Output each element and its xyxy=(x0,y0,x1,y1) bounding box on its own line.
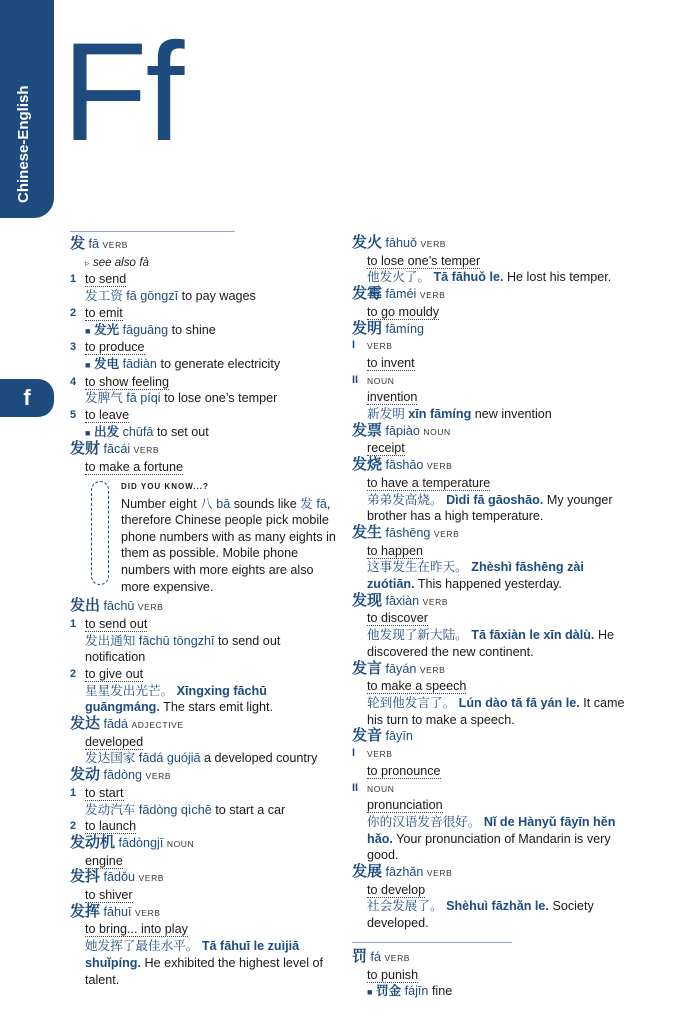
example-translation: to send out notification xyxy=(85,633,281,665)
part-of-speech: VERB xyxy=(133,445,160,456)
example-chinese: 发达国家 xyxy=(85,751,136,766)
part-of-speech: ADJECTIVE xyxy=(131,720,184,731)
headword: 发烧 xyxy=(352,456,383,474)
compound-chinese: 罚金 xyxy=(375,984,402,999)
pinyin: fāméi xyxy=(385,287,417,302)
compound-translation: to shine xyxy=(171,322,216,337)
translation: to develop xyxy=(367,882,426,897)
part-of-speech: VERB xyxy=(426,461,453,472)
translation: developed xyxy=(85,734,144,749)
compound-translation: to generate electricity xyxy=(160,356,281,371)
compound-pinyin: chūfā xyxy=(122,424,154,439)
translation: to produce xyxy=(85,340,145,355)
sense-number: 2 xyxy=(70,306,77,319)
entry-fada xyxy=(70,716,338,767)
translation: to invent xyxy=(367,355,415,370)
example-translation: He discovered the new continent. xyxy=(367,628,615,659)
part-of-speech: VERB xyxy=(426,868,453,879)
headword: 发达 xyxy=(70,715,101,733)
entry-faxian xyxy=(352,593,627,661)
part-of-speech: VERB xyxy=(367,341,393,352)
column-rule xyxy=(70,231,235,232)
entry-fahui xyxy=(70,904,338,989)
pinyin: fāxiàn xyxy=(385,593,420,608)
pinyin: fāmíng xyxy=(385,321,425,336)
entry-fadong xyxy=(70,767,338,835)
sense-number: 1 xyxy=(70,786,77,799)
pinyin: fāhuī xyxy=(103,904,132,919)
cross-ref: see also xyxy=(93,256,136,269)
square-bullet-icon: ■ xyxy=(85,427,91,438)
pinyin: fāyán xyxy=(385,661,417,676)
headword: 发音 xyxy=(352,727,383,745)
example-translation: to pay wages xyxy=(181,289,256,304)
example-translation: Your pronunciation of Mandarin is very good. xyxy=(367,831,611,863)
example-chinese: 他发火了。 xyxy=(367,270,430,285)
part-of-speech: VERB xyxy=(145,771,172,782)
compound-translation: fine xyxy=(431,984,453,999)
headword: 发出 xyxy=(70,597,101,615)
roman-numeral: I xyxy=(352,339,356,352)
example-pinyin: fādá guójiā xyxy=(138,751,201,766)
translation: to bring... into play xyxy=(85,922,188,937)
part-of-speech: VERB xyxy=(138,873,165,884)
example-translation: It came his turn to make a speech. xyxy=(367,695,625,727)
part-of-speech: VERB xyxy=(135,907,161,918)
compound-chinese: 出发 xyxy=(93,424,120,439)
part-of-speech: VERB xyxy=(433,528,460,539)
example-pinyin: xīn fāmíng xyxy=(408,407,472,422)
compound-pinyin: fāguāng xyxy=(122,322,169,337)
headword: 发生 xyxy=(352,523,383,541)
entry-fadongji xyxy=(70,835,338,869)
entry-facai xyxy=(70,441,338,475)
translation: to go mouldy xyxy=(367,304,440,319)
part-of-speech: NOUN xyxy=(423,426,451,437)
example-chinese: 发动汽车 xyxy=(85,802,136,817)
headword: 发言 xyxy=(352,659,383,677)
roman-numeral: I xyxy=(352,747,356,760)
example-chinese: 新发明 xyxy=(367,407,405,422)
part-of-speech: NOUN xyxy=(367,783,395,794)
sense-number: 5 xyxy=(70,409,77,422)
example-pinyin: Zhèshì fāshēng zài zuótiān. xyxy=(367,560,584,592)
translation: to happen xyxy=(367,543,424,558)
headword: 发霉 xyxy=(352,285,383,303)
pinyin: fādòngjī xyxy=(118,835,164,850)
part-of-speech: VERB xyxy=(419,664,446,675)
section-tab xyxy=(0,0,54,218)
pinyin: fādǒu xyxy=(103,870,136,885)
entry-fahuo xyxy=(352,235,627,286)
translation: engine xyxy=(85,853,123,868)
translation: to give out xyxy=(85,666,144,681)
translation: to make a fortune xyxy=(85,460,184,475)
entry-fayin xyxy=(352,728,627,864)
entry-fayan xyxy=(352,661,627,729)
left-column xyxy=(70,231,338,988)
example-translation: to lose one’s temper xyxy=(164,391,278,406)
triangle-icon: ▹ xyxy=(85,257,90,268)
translation: to send xyxy=(85,272,127,287)
translation: to lose one’s temper xyxy=(367,253,481,268)
example-pinyin: Xīngxing fāchū guāngmáng. xyxy=(85,683,267,715)
section-tab-label: Chinese-English xyxy=(15,85,32,203)
example-chinese: 他发现了新大陆。 xyxy=(367,628,468,643)
pinyin: fā xyxy=(88,237,100,251)
did-you-know-text: Number eight 八 bā sounds like 发 fā, therefore Chinese people pick mobile phone numbers with as many eights in them as possible. Mobile phone numbers with more eights are also more expensive. xyxy=(121,496,336,594)
translation: to have a temperature xyxy=(367,475,491,490)
example-pinyin: Lún dào tā fā yán le. xyxy=(458,695,580,710)
translation: to make a speech xyxy=(367,679,467,694)
did-you-know-title: DID YOU KNOW...? xyxy=(121,481,209,491)
entry-fapiao xyxy=(352,423,627,457)
headword: 发动机 xyxy=(70,833,116,851)
example-chinese: 这事发生在昨天。 xyxy=(367,560,468,575)
example-translation: new invention xyxy=(474,407,552,422)
entry-fadou xyxy=(70,869,338,903)
example-pinyin: Tā fāxiàn le xīn dàlù. xyxy=(471,628,595,643)
headword: 罚 xyxy=(352,947,368,965)
example-pinyin: fā gōngzī xyxy=(126,289,179,304)
headword: 发动 xyxy=(70,766,101,784)
dashed-frame xyxy=(91,481,109,585)
translation: receipt xyxy=(367,441,405,456)
pinyin: fāshēng xyxy=(385,525,431,540)
headword: 发抖 xyxy=(70,868,101,886)
sense-number: 3 xyxy=(70,341,77,354)
headword: 发明 xyxy=(352,319,383,337)
part-of-speech: VERB xyxy=(137,602,164,613)
headword: 发票 xyxy=(352,421,383,439)
part-of-speech: VERB xyxy=(420,239,447,249)
pinyin: fādòng xyxy=(103,768,143,783)
entry-fasheng xyxy=(352,525,627,593)
headword: 发挥 xyxy=(70,902,101,920)
example-pinyin: fā píqi xyxy=(126,391,161,406)
translation: pronunciation xyxy=(367,798,443,813)
part-of-speech: VERB xyxy=(422,596,449,607)
compound-pinyin: fájīn xyxy=(404,984,429,999)
sense-number: 1 xyxy=(70,273,77,286)
entry-fashao xyxy=(352,457,627,525)
roman-numeral: II xyxy=(352,781,359,794)
square-bullet-icon: ■ xyxy=(85,359,91,370)
translation: to emit xyxy=(85,305,123,320)
compound-translation: to set out xyxy=(156,424,209,439)
example-chinese: 她发挥了最佳水平。 xyxy=(85,939,199,954)
example-translation: The stars emit light. xyxy=(163,700,274,715)
example-translation: He lost his temper. xyxy=(506,270,612,285)
example-chinese: 发脾气 xyxy=(85,391,123,406)
pinyin: fāpiào xyxy=(385,423,420,438)
pinyin: fá xyxy=(370,949,382,964)
translation: to punish xyxy=(367,967,419,982)
square-bullet-icon: ■ xyxy=(85,325,91,336)
compound-chinese: 发光 xyxy=(93,322,120,337)
example-translation: a developed country xyxy=(204,751,318,766)
entry-fa xyxy=(70,236,338,441)
roman-numeral: II xyxy=(352,373,359,386)
sense-number: 4 xyxy=(70,375,77,388)
right-column xyxy=(352,235,627,1001)
example-chinese: 你的汉语发音很好。 xyxy=(367,814,481,829)
pinyin: fācái xyxy=(103,442,131,457)
translation: to pronounce xyxy=(367,763,441,778)
sense-number: 2 xyxy=(70,820,77,833)
pinyin: fāchū xyxy=(103,599,135,614)
did-you-know-box xyxy=(85,479,338,595)
part-of-speech: VERB xyxy=(102,240,129,250)
pinyin: fādá xyxy=(103,717,129,732)
pinyin: fāshāo xyxy=(385,458,424,473)
letter-tab: f xyxy=(0,379,54,417)
square-bullet-icon: ■ xyxy=(367,987,373,998)
entry-faming xyxy=(352,321,627,423)
pinyin: fāzhǎn xyxy=(385,865,424,880)
example-chinese: 弟弟发高烧。 xyxy=(367,492,443,507)
translation: to launch xyxy=(85,819,137,834)
compound-chinese: 发电 xyxy=(93,356,120,371)
headword: 发火 xyxy=(352,234,383,251)
example-translation: to start a car xyxy=(215,802,286,817)
example-chinese: 发出通知 xyxy=(85,633,136,648)
example-pinyin: Tā fāhuī le zuìjiā shuǐpíng. xyxy=(85,939,300,970)
translation: to start xyxy=(85,785,124,800)
example-translation: Society developed. xyxy=(367,899,594,931)
cross-ref-pinyin: fà xyxy=(139,256,149,269)
part-of-speech: VERB xyxy=(384,952,411,963)
example-pinyin: fāchū tōngzhī xyxy=(138,633,215,648)
headword: 发现 xyxy=(352,591,383,609)
example-translation: He exhibited the highest level of talent. xyxy=(85,955,323,987)
part-of-speech: VERB xyxy=(367,749,393,760)
example-pinyin: fādòng qìchē xyxy=(138,802,212,817)
translation: to show feeling xyxy=(85,374,170,389)
example-pinyin: Dìdi fā gāoshāo. xyxy=(446,492,544,507)
translation: to discover xyxy=(367,611,428,626)
example-translation: This happened yesterday. xyxy=(417,577,562,592)
headword: 发财 xyxy=(70,440,101,458)
sense-number: 2 xyxy=(70,667,77,680)
example-pinyin: Tā fāhuǒ le. xyxy=(433,270,504,285)
compound-pinyin: fādiàn xyxy=(122,356,157,371)
pinyin: fāyīn xyxy=(385,729,413,744)
example-pinyin: Shèhuì fāzhǎn le. xyxy=(446,899,549,914)
pinyin: fāhuǒ xyxy=(385,236,418,250)
entry-famei xyxy=(352,286,627,320)
translation: to leave xyxy=(85,408,130,423)
sense-number: 1 xyxy=(70,617,77,630)
entry-fachu xyxy=(70,598,338,716)
example-chinese: 社会发展了。 xyxy=(367,899,443,914)
big-letter-heading: Ff xyxy=(62,13,183,170)
headword: 发展 xyxy=(352,863,383,881)
entry-fa-punish xyxy=(352,949,627,1001)
example-chinese: 轮到他发言了。 xyxy=(367,695,456,710)
translation: invention xyxy=(367,390,418,405)
part-of-speech: NOUN xyxy=(367,375,395,386)
example-chinese: 发工资 xyxy=(85,289,123,304)
example-pinyin: Nǐ de Hànyǔ fāyīn hěn hǎo. xyxy=(367,814,616,846)
section-divider xyxy=(352,942,512,943)
translation: to send out xyxy=(85,616,148,631)
translation: to shiver xyxy=(85,888,133,903)
example-chinese: 星星发出光芒。 xyxy=(85,683,174,698)
part-of-speech: NOUN xyxy=(166,838,195,849)
headword: 发 xyxy=(70,235,86,252)
entry-fazhan xyxy=(352,864,627,932)
example-translation: My younger brother has a high temperature. xyxy=(367,492,613,524)
part-of-speech: VERB xyxy=(419,290,446,301)
